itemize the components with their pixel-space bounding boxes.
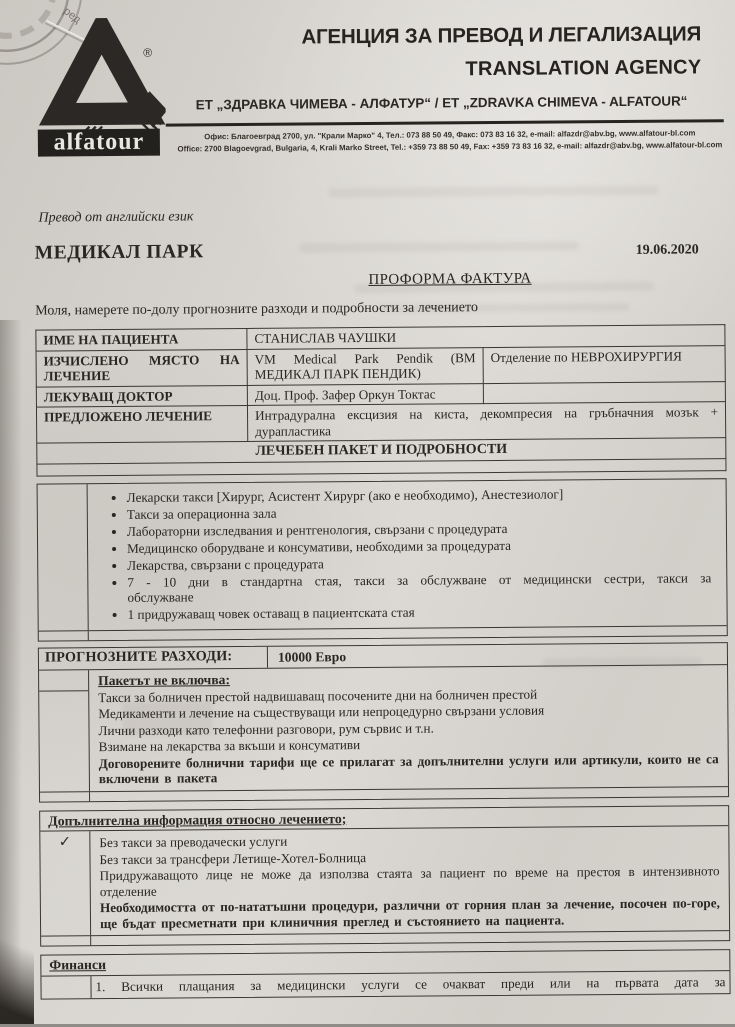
gutter-cell <box>41 976 91 999</box>
department-value: Отделение по НЕВРОХИРУРГИЯ <box>483 345 725 383</box>
finance-item <box>91 971 729 999</box>
agency-title-bg: АГЕНЦИЯ ЗА ПРЕВОД И ЛЕГАЛИЗАЦИЯ <box>301 22 702 49</box>
estimated-costs-label: ПРОГНОЗНИТЕ РАЗХОДИ: <box>39 646 268 669</box>
list-item: • Лекарства, свързани с процедурата <box>127 553 711 573</box>
finance-section <box>40 949 730 999</box>
not-included-item: Взимане на лекарства за вкъши и консумативи <box>98 737 361 755</box>
table-row <box>36 345 725 386</box>
gutter-cell <box>40 792 90 801</box>
not-included-item: Медикаменти и лечение на съществуващи или непроцедурно свързани условия <box>98 702 545 722</box>
further-procedures-note: Необходимостта от по-нататъшни процедури, различни от горния план за лечение, посочен по-горе, ще бъдат пресметнати при клиничния преглед и състоянието на пациента. <box>99 895 720 931</box>
header-rule <box>166 119 724 127</box>
estimated-costs-value: 10000 Евро <box>277 648 347 665</box>
additional-info-item: Без такси за трансфери Летище-Хотел-Болница <box>99 849 367 867</box>
package-list <box>97 485 718 623</box>
gutter-subcell <box>39 691 89 791</box>
not-included-heading: Пакетът не включва: <box>98 672 231 689</box>
not-included-item: Лични разходи като телефонни разговори, рум сървис и т.н. <box>98 719 434 738</box>
finance-item-number: 1. <box>95 978 106 994</box>
finance-item-text: Всички плащания за медицински услуги се очакват преди или на първата дата за <box>121 973 726 994</box>
table-row <box>36 402 725 443</box>
list-item: • 1 придружаващ човек оставащ в пациентската стая <box>128 602 712 622</box>
list-item: • Медицинско оборудване и консумативи, необходими за процедурата <box>127 536 711 556</box>
agency-titles <box>287 21 701 83</box>
agency-title-en: TRANSLATION AGENCY <box>465 56 702 81</box>
patient-name-value: СТАНИСЛАВ ЧАУШКИ <box>247 325 725 349</box>
list-item: • Лекарски такси [Хирург, Асистент Хирург (ако е необходимо), Анестезиолог] <box>127 485 711 505</box>
treatment-package-header: ЛЕЧЕБЕН ПАКЕТ И ПОДРОБНОСТИ <box>37 438 726 464</box>
hospital-name: МЕДИКАЛ ПАРК <box>34 240 204 264</box>
additional-info-section <box>39 805 730 947</box>
translation-note: Превод от английски език <box>38 209 194 226</box>
patient-name-label: ИМЕ НА ПАЦИЕНТА <box>36 328 247 350</box>
gutter-cell <box>38 484 89 630</box>
doctor-value: Доц. Проф. Зафер Оркун Токтас <box>247 383 483 405</box>
not-included-content <box>89 665 728 791</box>
additional-info-row <box>40 826 729 935</box>
empty-cell <box>483 381 725 403</box>
treatment-place-label: ИЗЧИСЛЕНО МЯСТО НА ЛЕЧЕНИЕ <box>36 349 247 387</box>
hospital-row <box>35 240 725 263</box>
contact-line-en: Office: 2700 Blagoevgrad, Bulgaria, 4, Krali Marko Street, Tel.: +359 73 88 50 49, Fax: +359 73 83 16 32, e-mail: alfazdr@abv.bg, www.alfatour-bl.com <box>177 140 723 154</box>
document-title: ПРОФОРМА ФАКТУРА <box>368 270 532 288</box>
not-included-row <box>39 664 728 791</box>
additional-info-item: Придружаващото лице не може да използва стаята за пациент по време на престоя в интензивното отделение <box>99 863 720 899</box>
additional-info-item: Без такси за преводачески услуги <box>99 833 288 851</box>
document-body <box>34 193 730 999</box>
list-item: • Такси за операционна зала <box>127 502 711 522</box>
treatment-value: Интрадурална ексцизия на киста, декомпресия на гръбначния мозък + дурапластика <box>247 402 725 442</box>
costs-section <box>38 642 729 802</box>
not-included-item: Такси за болничен престой надвишаващ посочените дни на болничен престой <box>98 686 538 705</box>
contract-tariffs-note: Договорените болнични тарифи ще се прилагат за допълнителни услуги или артикули, които не са включени в пакета <box>98 750 719 787</box>
package-row <box>38 479 727 630</box>
list-item: • Лабораторни изследвания и рентгенология, свързани с процедурата <box>127 519 711 539</box>
gutter-subcell <box>39 670 88 691</box>
gutter-cell <box>39 670 90 791</box>
treatment-place-value: VM Medical Park Pendik (ВМ МЕДИКАЛ ПАРК ПЕНДИК) <box>247 347 483 385</box>
list-item: • 7 - 10 дни в стандартна стая, такси за обслужване от медицински сестри, такси за обслужване <box>127 570 711 606</box>
registered-trademark-icon: ® <box>143 45 153 60</box>
treatment-label: ПРЕДЛОЖЕНО ЛЕЧЕНИЕ <box>36 405 247 443</box>
finance-row <box>41 971 729 999</box>
company-name-line: ЕТ „ЗДРАВКА ЧИМЕВА - АЛФАТУР“ / ЕТ „ZDRAVKA CHIMEVA - ALFATOUR“ <box>195 93 688 113</box>
logo-wordmark: alfatour <box>38 129 160 157</box>
alfatour-logo-icon <box>33 18 166 139</box>
document-date: 19.06.2020 <box>635 241 699 258</box>
package-section <box>37 478 728 641</box>
contact-line-bg: Офис: Благоевград 2700, ул. "Крали Марко" 4, Тел.: 073 88 50 49, Факс: 073 83 16 32, e-mail: alfazdr@abv.bg, www.alfatour-bl.com <box>204 128 696 142</box>
svg-text:ред: ред <box>61 5 83 26</box>
additional-info-content <box>90 826 729 935</box>
doctor-label: ЛЕКУВАЩ ДОКТОР <box>36 385 247 407</box>
gutter-cell <box>41 936 91 945</box>
patient-info-table <box>35 324 726 476</box>
finance-heading: Финанси <box>41 950 729 976</box>
gutter-cell <box>39 631 89 640</box>
additional-info-heading: Допълнителна информация относно лечението; <box>40 806 728 832</box>
checkmark-icon: ✓ <box>40 831 91 935</box>
lead-text: Моля, намерете по-долу прогнозните разходи и подробности за лечението <box>35 299 478 319</box>
package-content <box>88 479 727 630</box>
